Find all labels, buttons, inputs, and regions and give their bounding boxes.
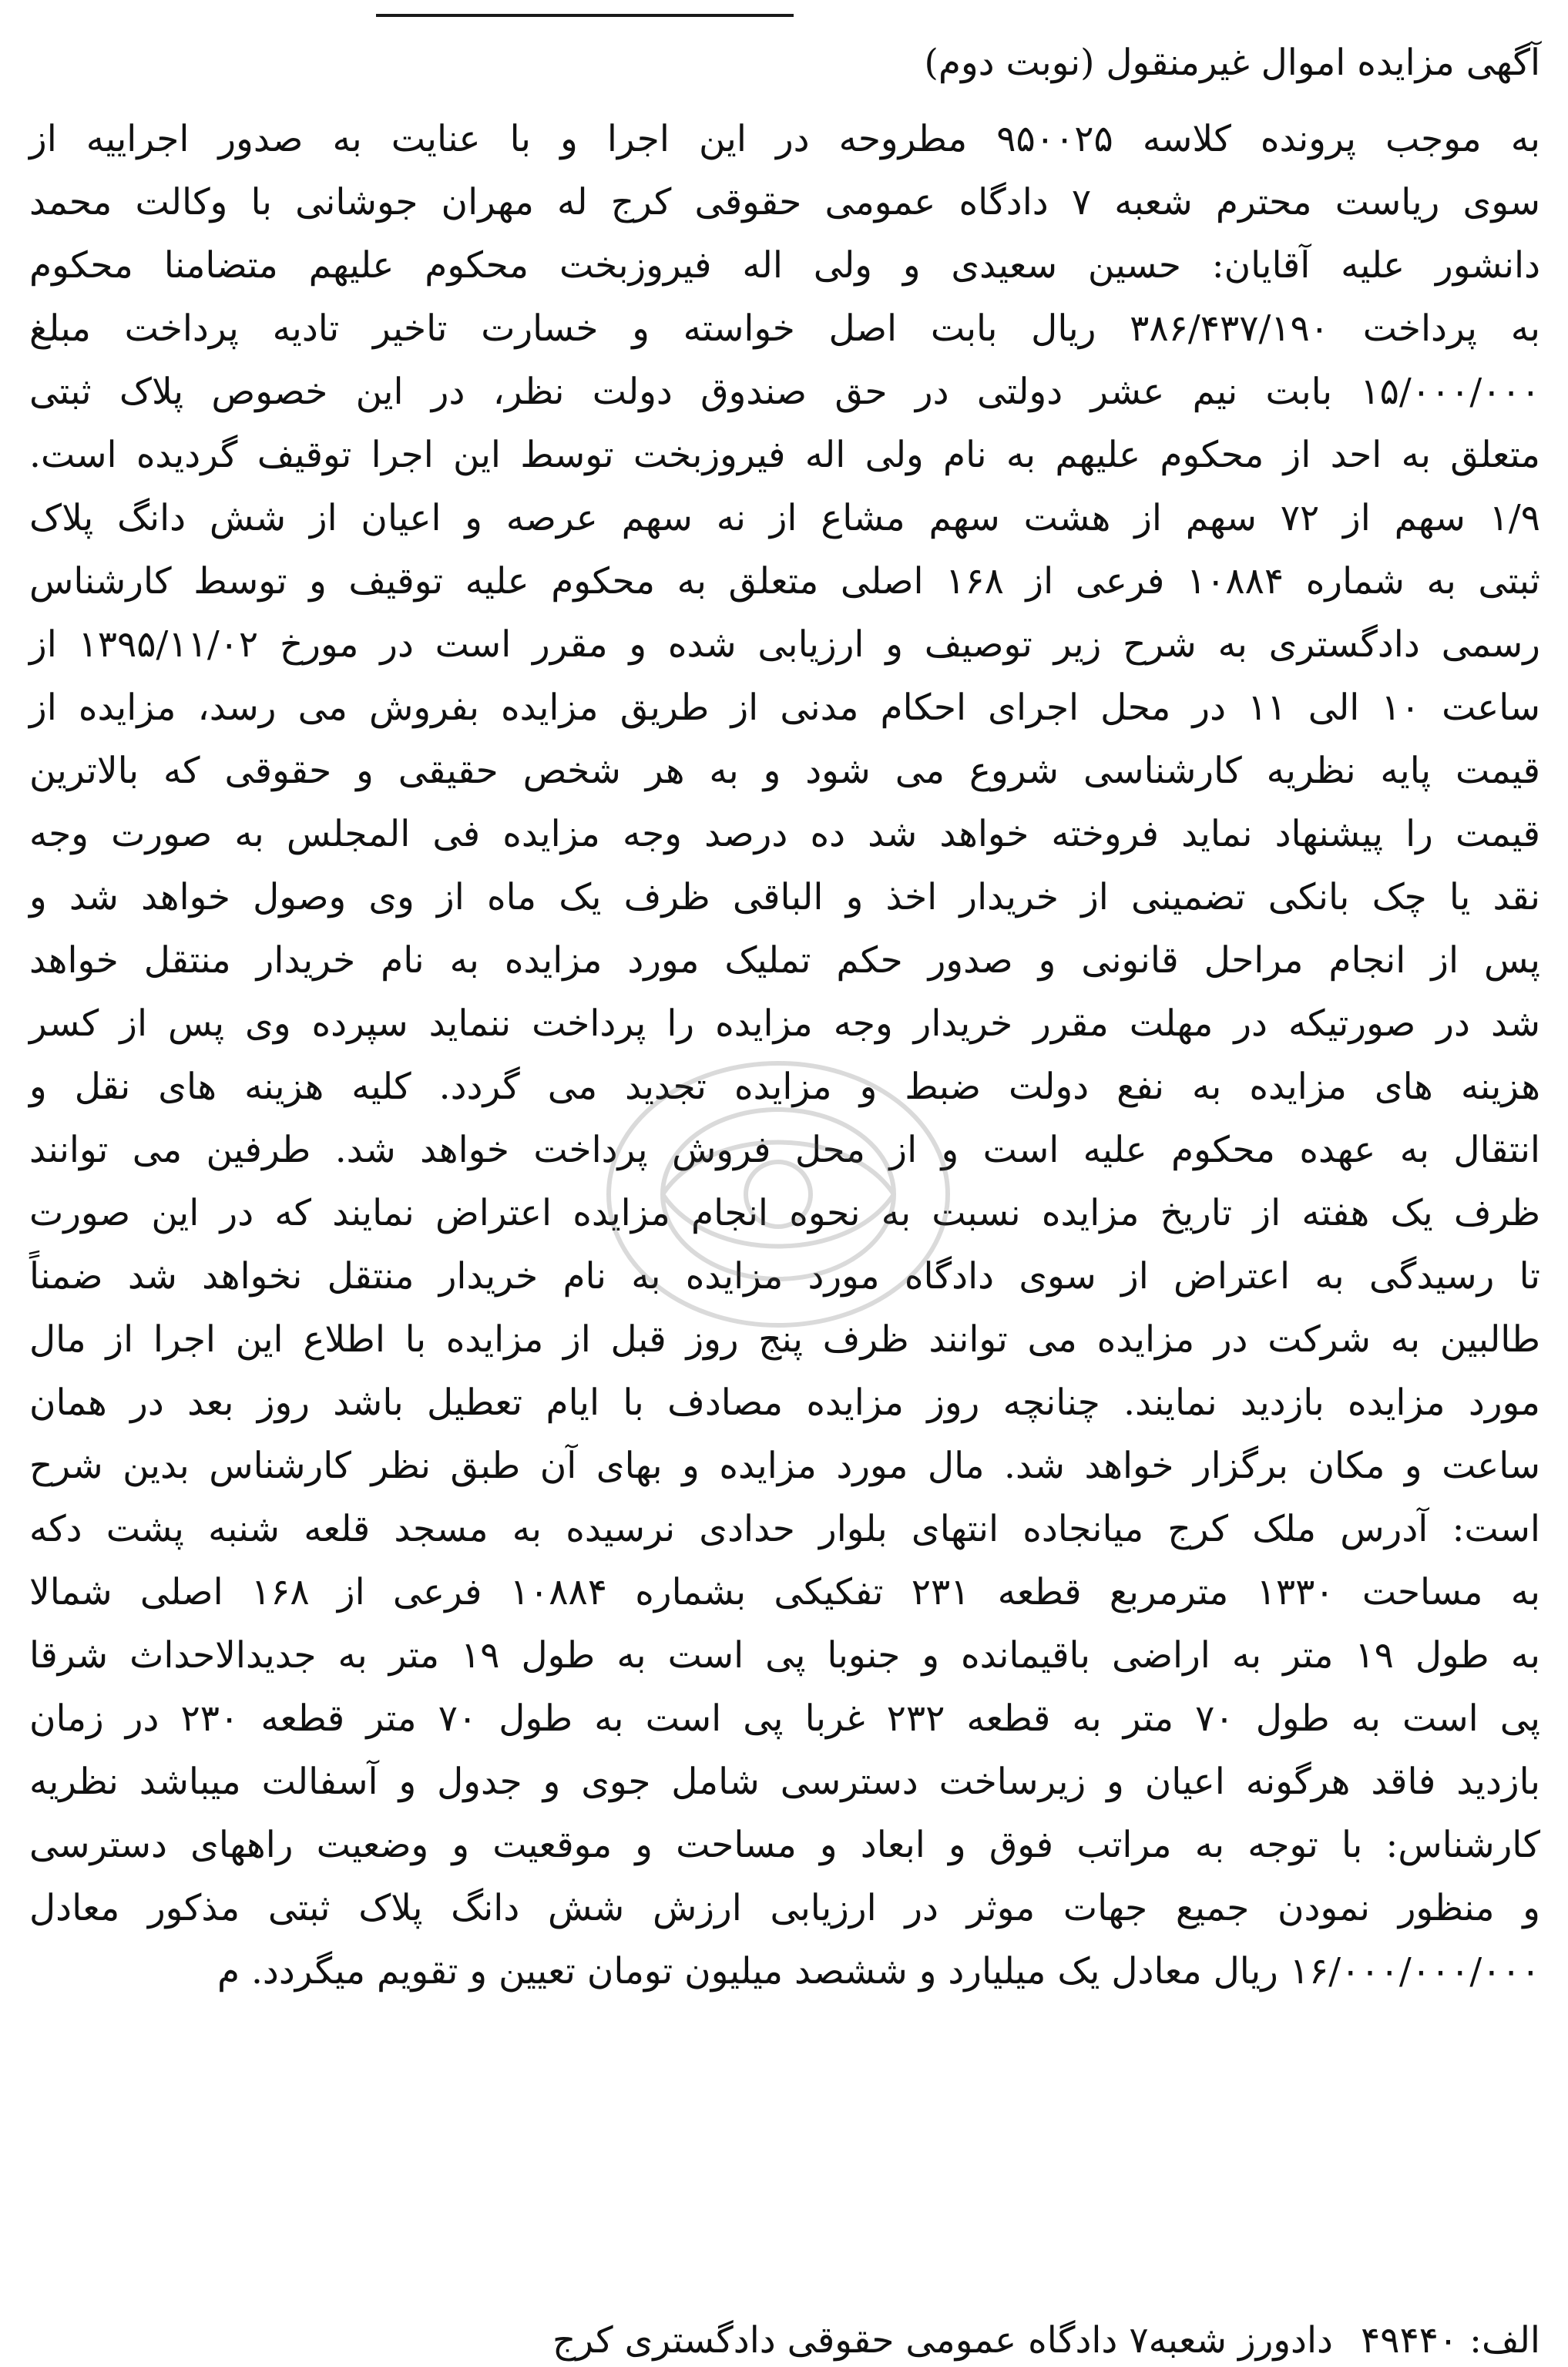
notice-line: ۱۶/۰۰۰/۰۰۰/۰۰۰ ریال معادل یک میلیارد و ششصد میلیون تومان تعیین و تقویم میگردد. م [217, 1950, 1540, 1993]
notice-footer [30, 2318, 1540, 2364]
notice-line: نقد یا چک بانکی تضمینی از خریدار اخذ و الباقی ظرف یک ماه از وی وصول خواهد شد و [29, 876, 1540, 918]
notice-line: طالبین به شرکت در مزایده می توانند ظرف پنج روز قبل از مزایده با اطلاع این اجرا از مال [29, 1318, 1540, 1361]
notice-line: رسمی دادگستری به شرح زیر توصیف و ارزیابی شده و مقرر است در مورخ ۱۳۹۵/۱۱/۰۲ از [29, 623, 1540, 666]
notice-line: دانشور علیه آقایان: حسین سعیدی و ولی اله فیروزبخت محکوم علیهم متضامنا محکوم [29, 244, 1540, 287]
notice-line: متعلق به احد از محکوم علیهم به نام ولی اله فیروزبخت توسط این اجرا توقیف گردیده است. [29, 434, 1540, 476]
notice-line: ۱۵/۰۰۰/۰۰۰ بابت نیم عشر دولتی در حق صندوق دولت نظر، در این خصوص پلاک ثبتی [29, 371, 1540, 413]
notice-line: پس از انجام مراحل قانونی و صدور حکم تملیک مورد مزایده به نام خریدار منتقل خواهد [29, 939, 1540, 982]
notice-line: است: آدرس ملک کرج میانجاده انتهای بلوار حدادی نرسیده به مسجد قلعه شنبه پشت دکه [29, 1508, 1540, 1550]
notice-line: هزینه های مزایده به نفع دولت ضبط و مزایده تجدید می گردد. کلیه هزینه های نقل و [29, 1066, 1540, 1108]
notice-line: ساعت و مکان برگزار خواهد شد. مال مورد مزایده و بهای آن طبق نظر کارشناس بدین شرح [29, 1445, 1540, 1487]
notice-line: انتقال به عهده محکوم علیه است و از محل فروش پرداخت خواهد شد. طرفین می توانند [29, 1129, 1540, 1171]
notice-line: ظرف یک هفته از تاریخ مزایده نسبت به نحوه انجام مزایده اعتراض نمایند که در این صورت [29, 1192, 1540, 1234]
notice-body [29, 108, 1540, 2003]
notice-line: و منظور نمودن جمیع جهات موثر در ارزیابی ارزش شش دانگ پلاک ثبتی مذکور معادل [29, 1887, 1540, 1929]
notice-line: قیمت پایه نظریه کارشناسی شروع می شود و به هر شخص حقیقی و حقوقی که بالاترین [29, 750, 1540, 792]
notice-line: ساعت ۱۰ الی ۱۱ در محل اجرای احکام مدنی از طریق مزایده بفروش می رسد، مزایده از [29, 687, 1541, 729]
notice-line: قیمت را پیشنهاد نماید فروخته خواهد شد ده درصد وجه مزایده فی المجلس به صورت وجه [29, 813, 1540, 855]
notice-line: ثبتی به شماره ۱۰۸۸۴ فرعی از ۱۶۸ اصلی متعلق به محکوم علیه توقیف و توسط کارشناس [29, 560, 1540, 603]
notice-line: تا رسیدگی به اعتراض از سوی دادگاه مورد مزایده به نام خریدار منتقل نخواهد شد ضمناً [29, 1255, 1540, 1298]
notice-line: به طول ۱۹ متر به اراضی باقیمانده و جنوبا پی است به طول ۱۹ متر به جدیدالاحداث شرقا [29, 1634, 1540, 1677]
notice-line: به پرداخت ۳۸۶/۴۳۷/۱۹۰ ریال بابت اصل خواسته و خسارت تاخیر تادیه پرداخت مبلغ [29, 307, 1540, 350]
notice-line: به مساحت ۱۳۳۰ مترمربع قطعه ۲۳۱ تفکیکی بشماره ۱۰۸۸۴ فرعی از ۱۶۸ اصلی شمالا [29, 1571, 1540, 1613]
notice-line: بازدید فاقد هرگونه اعیان و زیرساخت دسترسی شامل جوی و جدول و آسفالت میباشد نظریه [29, 1761, 1540, 1803]
notice-line: کارشناس: با توجه به مراتب فوق و ابعاد و مساحت و موقعیت و وضعیت راههای دسترسی [29, 1824, 1540, 1866]
notice-code: الف: ۴۹۴۴۰ [1360, 2319, 1540, 2362]
notice-line: ۱/۹ سهم از ۷۲ سهم از هشت سهم مشاع از نه سهم عرصه و اعیان از شش دانگ پلاک [29, 497, 1540, 539]
notice-line: سوی ریاست محترم شعبه ۷ دادگاه عمومی حقوقی کرج له مهران جوشانی با وکالت محمد [29, 181, 1540, 223]
notice-title: آگهی مزایده اموال غیرمنقول (نوبت دوم) [924, 42, 1540, 84]
notice-line: پی است به طول ۷۰ متر به قطعه ۲۳۲ غربا پی است به طول ۷۰ متر قطعه ۲۳۰ در زمان [29, 1697, 1540, 1740]
top-divider [376, 14, 794, 17]
notice-line: مورد مزایده بازدید نمایند. چنانچه روز مزایده مصادف با ایام تعطیل باشد روز بعد در همان [29, 1382, 1540, 1424]
notice-line: به موجب پرونده کلاسه ۹۵۰۰۲۵ مطروحه در این اجرا و با عنایت به صدور اجراییه از [29, 118, 1540, 160]
notice-line: شد در صورتیکه در مهلت مقرر خریدار وجه مزایده را پرداخت ننماید سپرده وی پس از کسر [29, 1002, 1540, 1045]
notice-signature: دادورز شعبه۷ دادگاه عمومی حقوقی دادگستری کرج [552, 2319, 1333, 2362]
